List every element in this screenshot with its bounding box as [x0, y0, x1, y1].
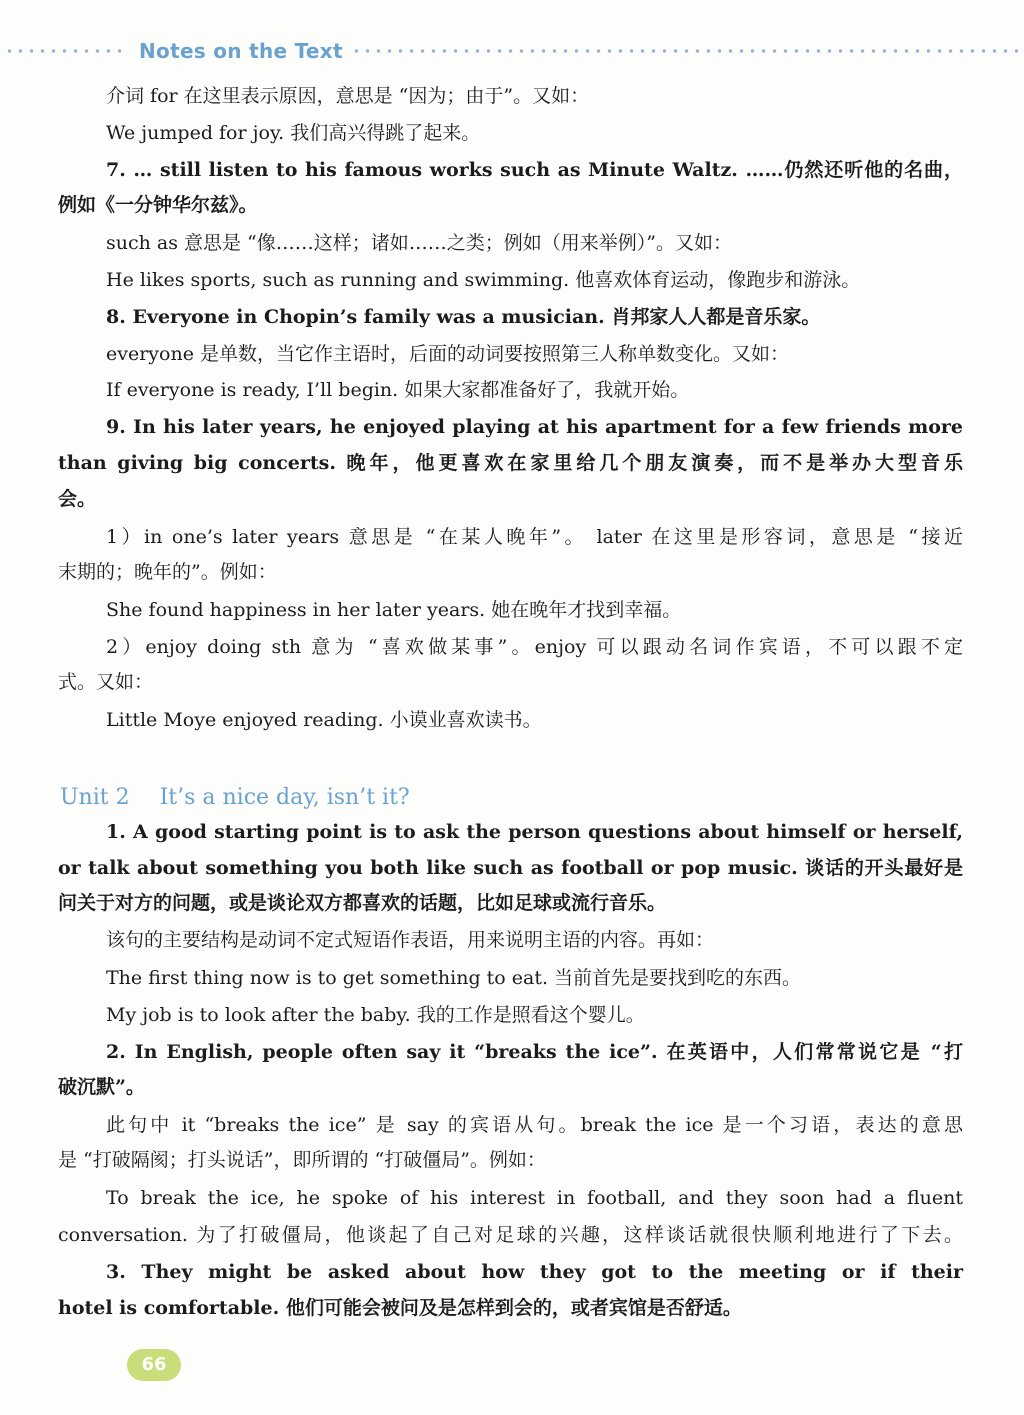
note-text-line: such as 意思是 “像……这样；诸如……之类；例如（用来举例）”。又如： [106, 232, 732, 254]
note-heading-2-cont: 破沉默”。 [58, 1076, 145, 1098]
note-heading-1: 1. A good starting point is to ask the person questions about himself or herself, [106, 821, 963, 843]
example-sentence: To break the ice, he spoke of his interest in football, and they soon had a fluent [106, 1187, 963, 1209]
page-header [0, 36, 1024, 66]
note-heading-9: 9. In his later years, he enjoyed playing at his apartment for a few friends more [106, 416, 963, 438]
example-sentence-cont: conversation. 为了打破僵局，他谈起了自己对足球的兴趣，这样谈话就很快顺利地进行了下去。 [58, 1224, 963, 1246]
note-heading-1-cont: or talk about something you both like such as football or pop music. 谈话的开头最好是 [58, 857, 963, 879]
note-text-line: 此句中 it “breaks the ice” 是 say 的宾语从句。break the ice 是一个习语，表达的意思 [106, 1114, 963, 1136]
note-text-line: 1）in one’s later years 意思是 “在某人晚年”。 later 在这里是形容词，意思是 “接近 [106, 526, 963, 548]
example-sentence: My job is to look after the baby. 我的工作是照看这个婴儿。 [106, 1004, 645, 1026]
header-dots-left [4, 48, 129, 54]
example-sentence: We jumped for joy. 我们高兴得跳了起来。 [106, 122, 481, 144]
note-text-line: 该句的主要结构是动词不定式短语作表语，用来说明主语的内容。再如： [106, 929, 715, 951]
example-sentence: He likes sports, such as running and swimming. 他喜欢体育运动，像跑步和游泳。 [106, 269, 861, 291]
example-sentence: She found happiness in her later years. 她在晚年才找到幸福。 [106, 599, 682, 621]
header-dots-right [351, 48, 1020, 54]
note-text-line: 介词 for 在这里表示原因，意思是 “因为；由于”。又如： [106, 85, 590, 107]
unit-heading [60, 785, 410, 810]
note-text-line: 式。又如： [58, 671, 154, 693]
note-heading-9-cont: 会。 [58, 488, 97, 510]
unit-label: Unit 2 [60, 785, 130, 810]
note-heading-1-cont: 问关于对方的问题，或是谈论双方都喜欢的话题，比如足球或流行音乐。 [58, 892, 667, 914]
header-title: Notes on the Text [139, 39, 343, 63]
note-heading-3-cont: hotel is comfortable. 他们可能会被问及是怎样到会的，或者宾馆是否舒适。 [58, 1297, 742, 1319]
note-heading-3: 3. They might be asked about how they got to the meeting or if their [106, 1261, 963, 1283]
note-heading-7-cont: 例如《一分钟华尔兹》。 [58, 194, 258, 216]
note-heading-2: 2. In English, people often say it “breaks the ice”. 在英语中，人们常常说它是 “打 [106, 1041, 963, 1063]
example-sentence: Little Moye enjoyed reading. 小谟业喜欢读书。 [106, 709, 542, 731]
note-text-line: 是 “打破隔阂；打头说话”，即所谓的 “打破僵局”。例如： [58, 1149, 546, 1171]
page-number-badge: 66 [127, 1349, 181, 1381]
example-sentence: The first thing now is to get something to eat. 当前首先是要找到吃的东西。 [106, 967, 802, 989]
example-sentence: If everyone is ready, I’ll begin. 如果大家都准备好了，我就开始。 [106, 379, 690, 401]
unit-title: It’s a nice day, isn’t it? [159, 785, 410, 810]
note-text-line: 末期的；晚年的”。例如： [58, 561, 277, 583]
note-heading-9-cont: than giving big concerts. 晚年，他更喜欢在家里给几个朋友演奏，而不是举办大型音乐 [58, 452, 963, 474]
note-heading-8: 8. Everyone in Chopin’s family was a musician. 肖邦家人人都是音乐家。 [106, 306, 821, 328]
note-text-line: everyone 是单数，当它作主语时，后面的动词要按照第三人称单数变化。又如： [106, 343, 789, 365]
note-heading-7: 7. … still listen to his famous works such as Minute Waltz. ……仍然还听他的名曲， [106, 159, 963, 181]
note-text-line: 2）enjoy doing sth 意为 “喜欢做某事”。enjoy 可以跟动名词作宾语，不可以跟不定 [106, 636, 963, 658]
